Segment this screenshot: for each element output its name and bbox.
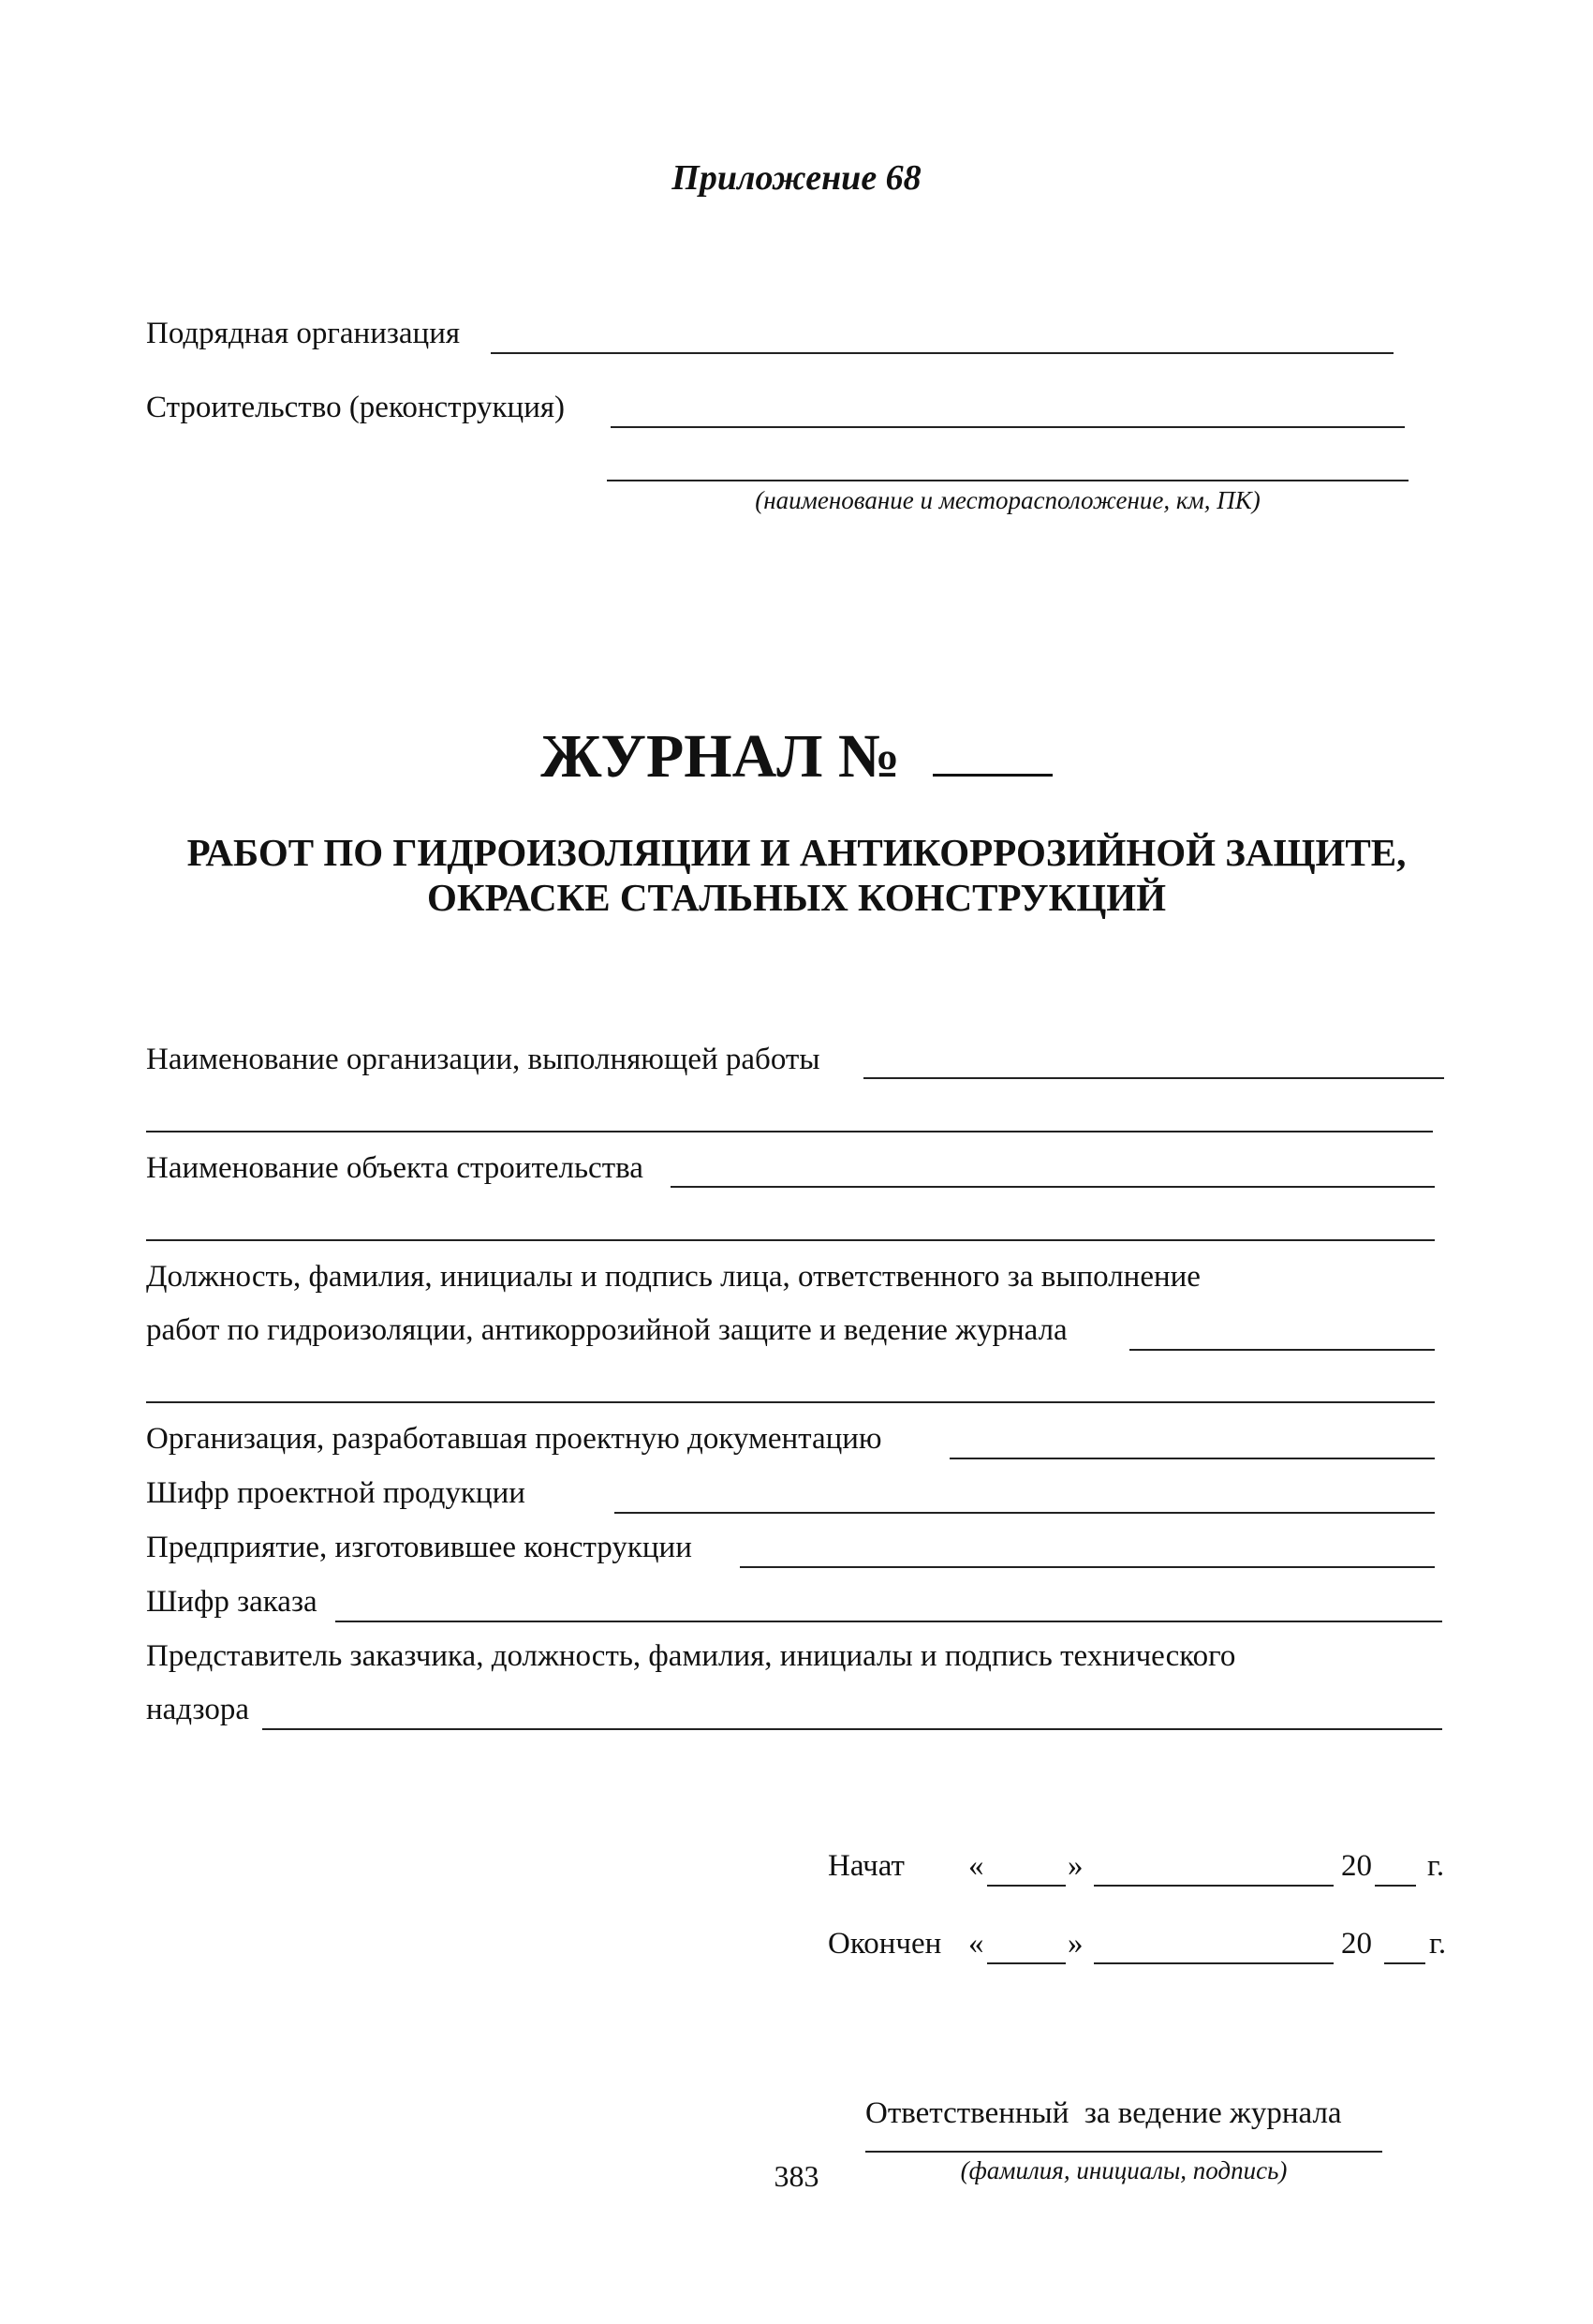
page-number: 383 xyxy=(774,2159,819,2193)
started-year-field[interactable] xyxy=(1375,1885,1416,1887)
construction-label: Строительство (реконструкция) xyxy=(146,391,566,424)
journal-title-text: ЖУРНАЛ № xyxy=(540,722,901,791)
order-code-label: Шифр заказа xyxy=(146,1585,317,1619)
construction-field-line-2[interactable] xyxy=(607,480,1409,481)
order-code-field-line[interactable] xyxy=(335,1621,1442,1622)
design-code-label: Шифр проектной продукции xyxy=(146,1476,525,1510)
finished-day-field[interactable] xyxy=(987,1962,1066,1964)
manufacturer-label: Предприятие, изготовившее конструкции xyxy=(146,1531,692,1564)
manufacturer-field-line[interactable] xyxy=(740,1566,1435,1568)
org-name-label: Наименование организации, выполняющей работы xyxy=(146,1043,820,1076)
finished-quote-close: » xyxy=(1068,1927,1084,1961)
finished-year-field[interactable] xyxy=(1384,1962,1425,1964)
journal-number-blank[interactable] xyxy=(933,725,1053,777)
started-year-suffix: г. xyxy=(1427,1849,1445,1883)
annex-label: Приложение 68 xyxy=(671,158,922,198)
keeper-hint: (фамилия, инициалы, подпись) xyxy=(960,2156,1288,2184)
finished-year-suffix: г. xyxy=(1429,1927,1447,1961)
responsible-field-line[interactable] xyxy=(1129,1349,1435,1351)
keeper-signature-line[interactable] xyxy=(865,2151,1382,2153)
construction-field-line[interactable] xyxy=(611,426,1405,428)
finished-quote-open: « xyxy=(968,1927,984,1961)
customer-rep-field-line[interactable] xyxy=(262,1728,1442,1730)
started-month-field[interactable] xyxy=(1094,1885,1334,1887)
object-name-label: Наименование объекта строительства xyxy=(146,1151,643,1185)
journal-title xyxy=(0,721,1593,792)
started-label: Начат xyxy=(828,1849,905,1883)
subtitle-line-1: РАБОТ ПО ГИДРОИЗОЛЯЦИИ И АНТИКОРРОЗИЙНОЙ ЗАЩИТЕ, xyxy=(186,831,1407,874)
customer-rep-label-line-1: Представитель заказчика, должность, фамилия, инициалы и подпись технического xyxy=(146,1639,1236,1673)
finished-label: Окончен xyxy=(828,1927,942,1961)
started-year-prefix: 20 xyxy=(1341,1849,1372,1883)
started-quote-open: « xyxy=(968,1849,984,1883)
org-name-field-line[interactable] xyxy=(863,1077,1444,1079)
subtitle-line-2: ОКРАСКЕ СТАЛЬНЫХ КОНСТРУКЦИЙ xyxy=(426,876,1167,919)
responsible-label-line-1: Должность, фамилия, инициалы и подпись лица, ответственного за выполнение xyxy=(146,1260,1201,1294)
object-name-field-line-2[interactable] xyxy=(146,1239,1435,1241)
finished-year-prefix: 20 xyxy=(1341,1927,1372,1961)
started-day-field[interactable] xyxy=(987,1885,1066,1887)
construction-hint: (наименование и месторасположение, км, ПК) xyxy=(755,486,1261,514)
responsible-label-line-2: работ по гидроизоляции, антикоррозийной защите и ведение журнала xyxy=(146,1313,1068,1347)
keeper-label: Ответственный за ведение журнала xyxy=(865,2096,1342,2130)
contractor-label: Подрядная организация xyxy=(146,317,461,350)
org-name-field-line-2[interactable] xyxy=(146,1131,1433,1132)
finished-month-field[interactable] xyxy=(1094,1962,1334,1964)
customer-rep-label-line-2: надзора xyxy=(146,1693,249,1726)
design-org-field-line[interactable] xyxy=(950,1458,1435,1459)
design-code-field-line[interactable] xyxy=(614,1512,1435,1514)
object-name-field-line[interactable] xyxy=(671,1186,1435,1188)
design-org-label: Организация, разработавшая проектную документацию xyxy=(146,1422,882,1456)
started-quote-close: » xyxy=(1068,1849,1084,1883)
responsible-field-line-2[interactable] xyxy=(146,1401,1435,1403)
contractor-field-line[interactable] xyxy=(491,352,1394,354)
